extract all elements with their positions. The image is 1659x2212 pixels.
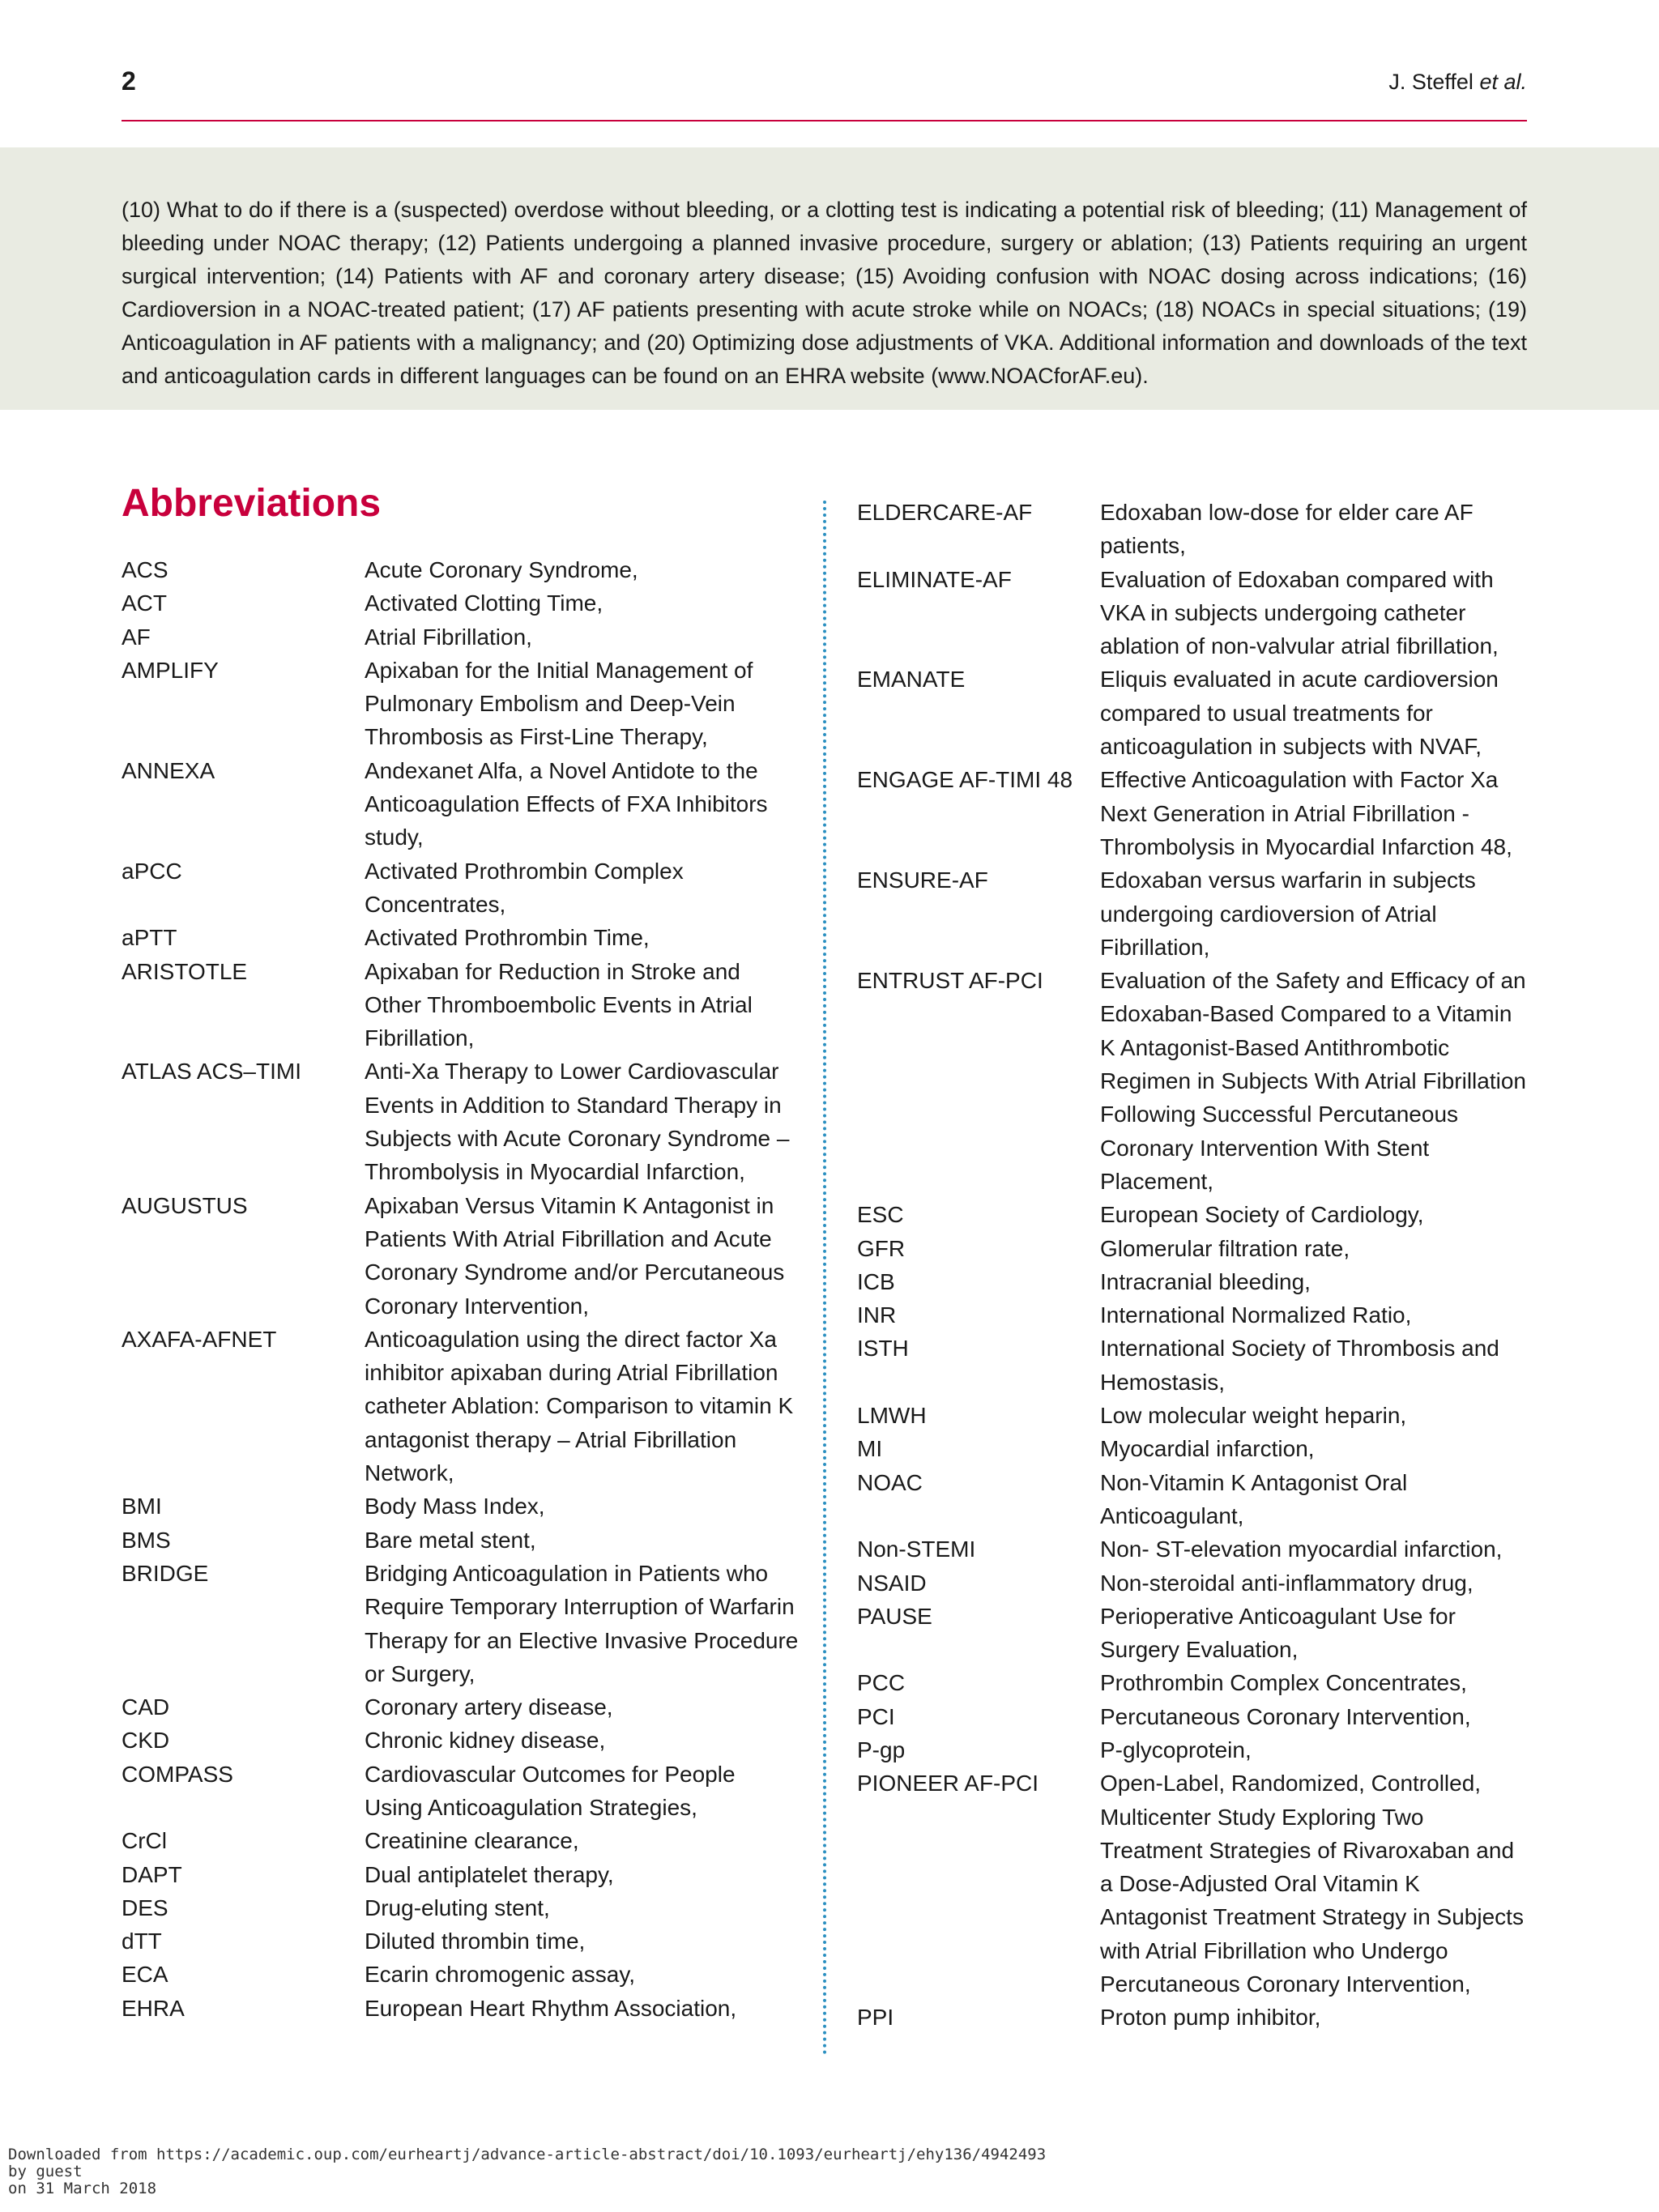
abstract-continuation-box — [0, 147, 1659, 410]
abbreviation-term: PAUSE — [857, 1603, 932, 1629]
abbreviation-entry — [122, 1524, 802, 1557]
abbreviation-definition: Apixaban for the Initial Management of Pulmonary Embolism and Deep-Vein Thrombosis as First-Line Therapy, — [365, 657, 753, 750]
abbreviation-entry — [122, 1924, 802, 1958]
abbreviation-definition: Activated Prothrombin Complex Concentrates, — [365, 858, 684, 917]
abbreviation-definition: Atrial Fibrillation, — [365, 624, 532, 650]
abbreviation-definition: Apixaban Versus Vitamin K Antagonist in Patients With Atrial Fibrillation and Acute Coronary Syndrome and/or Percutaneous Coronary Intervention, — [365, 1192, 785, 1319]
abbreviation-term: BMI — [122, 1494, 162, 1519]
abbreviation-entry — [857, 663, 1529, 763]
abbreviation-entry — [857, 1700, 1529, 1733]
abbreviation-definition: Body Mass Index, — [365, 1494, 545, 1519]
abbreviation-term: CKD — [122, 1728, 170, 1754]
abbreviation-entry — [122, 1055, 802, 1188]
abbreviation-definition: Cardiovascular Outcomes for People Using Anticoagulation Strategies, — [365, 1761, 736, 1820]
abbreviation-term: ENTRUST AF-PCI — [857, 968, 1043, 994]
abbreviation-term: BRIDGE — [122, 1560, 209, 1586]
abbreviation-entry — [857, 1298, 1529, 1332]
abbreviation-definition: International Normalized Ratio, — [1100, 1302, 1412, 1328]
abbreviation-definition: Evaluation of the Safety and Efficacy of an Edoxaban-Based Compared to a Vitamin K Antagonist-Based Antithrombotic Regimen in Subjects With Atrial Fibrillation Following Successful Percutaneous Coronary Intervention With Stent Placement, — [1100, 968, 1526, 1194]
abbreviation-entry — [122, 620, 802, 654]
abbreviation-definition: Drug-eluting stent, — [365, 1894, 550, 1920]
abbreviation-definition: Intracranial bleeding, — [1100, 1268, 1311, 1294]
abbreviation-definition: Edoxaban versus warfarin in subjects undergoing cardioversion of Atrial Fibrillation, — [1100, 867, 1476, 960]
et-al: et al. — [1479, 70, 1527, 94]
abbreviation-entry — [122, 1824, 802, 1857]
abbreviation-term: MI — [857, 1436, 883, 1462]
abbreviation-term: ECA — [122, 1962, 168, 1988]
abbreviation-entry — [122, 1189, 802, 1323]
download-watermark: Downloaded from https://academic.oup.com/eurheartj/advance-article-abstract/doi/10.1093/eurheartj/ehy136/4942493 by guest on 31 March 2018 — [8, 2146, 1047, 2197]
abbreviation-entry — [122, 754, 802, 855]
abbreviation-definition: Bare metal stent, — [365, 1527, 536, 1553]
abbreviation-definition: Effective Anticoagulation with Factor Xa Next Generation in Atrial Fibrillation - Thrombolysis in Myocardial Infarction 48, — [1100, 767, 1512, 859]
page-number: 2 — [122, 66, 136, 96]
abbreviation-entry — [857, 1600, 1529, 1667]
abbreviation-term: EMANATE — [857, 667, 966, 693]
abbreviation-definition: Edoxaban low-dose for elder care AF patients, — [1100, 500, 1473, 559]
abbreviation-term: PCC — [857, 1670, 906, 1696]
abbreviation-term: Non-STEMI — [857, 1536, 976, 1562]
abbreviation-definition: European Heart Rhythm Association, — [365, 1995, 737, 2021]
abbreviation-entry — [122, 955, 802, 1055]
abbreviation-term: ANNEXA — [122, 757, 215, 783]
abbreviation-entry — [122, 921, 802, 954]
abbreviation-entry — [122, 1891, 802, 1924]
abbreviation-term: ATLAS ACS–TIMI — [122, 1059, 301, 1085]
abbreviation-term: ISTH — [857, 1336, 909, 1362]
abbreviation-definition: P-glycoprotein, — [1100, 1737, 1252, 1762]
abbreviation-definition: Non-Vitamin K Antagonist Oral Anticoagulant, — [1100, 1469, 1408, 1528]
abbreviation-term: CAD — [122, 1694, 170, 1720]
abbreviation-entry — [122, 1490, 802, 1523]
abbreviation-entry — [857, 1666, 1529, 1699]
abbreviation-entry — [857, 1432, 1529, 1465]
abbreviation-definition: Glomerular filtration rate, — [1100, 1235, 1350, 1261]
abbreviation-term: COMPASS — [122, 1761, 233, 1787]
section-title-abbreviations: Abbreviations — [122, 482, 382, 525]
abbreviation-term: ESC — [857, 1202, 904, 1228]
abbreviation-term: ENGAGE AF-TIMI 48 — [857, 767, 1073, 793]
abbreviation-definition: Acute Coronary Syndrome, — [365, 557, 638, 582]
abbreviation-definition: Proton pump inhibitor, — [1100, 2005, 1321, 2031]
abbreviation-term: EHRA — [122, 1995, 185, 2021]
abbreviation-entry — [857, 496, 1529, 563]
abbreviation-term: PCI — [857, 1703, 895, 1729]
abbreviation-entry — [857, 1532, 1529, 1566]
abbreviation-definition: Anti-Xa Therapy to Lower Cardiovascular Events in Addition to Standard Therapy in Subjects with Acute Coronary Syndrome – Thrombolysis in Myocardial Infarction, — [365, 1059, 790, 1185]
abbreviation-term: LMWH — [857, 1403, 927, 1429]
abbreviation-entry — [122, 1758, 802, 1825]
abbreviation-entry — [857, 863, 1529, 964]
abbreviation-term: AF — [122, 624, 151, 650]
abbreviation-term: ARISTOTLE — [122, 958, 248, 984]
abbreviation-term: AMPLIFY — [122, 657, 219, 683]
abbreviation-definition: Low molecular weight heparin, — [1100, 1403, 1407, 1429]
abbreviation-entry — [122, 855, 802, 922]
abbreviation-entry — [857, 1198, 1529, 1231]
abbreviation-term: ELDERCARE-AF — [857, 500, 1033, 525]
abbreviation-term: DES — [122, 1894, 168, 1920]
abstract-continuation-text: (10) What to do if there is a (suspected) overdose without bleeding, or a clotting test is indicating a potential risk of bleeding; (11) Management of bleeding under NOAC therapy; (12) Patients undergoing a planned invasive procedure, surgery or ablation; (13) Patients requiring an urgent surgical intervention; (14) Patients with AF and coronary artery disease; (15) Avoiding confusion with NOAC dosing across indications; (16) Cardioversion in a NOAC-treated patient; (17) AF patients presenting with acute stroke while on NOACs; (18) NOACs in special situations; (19) Anticoagulation in AF patients with a malignancy; and (20) Optimizing dose adjustments of VKA. Additional information and downloads of the text and anticoagulation cards in different languages can be found on an EHRA website (www.NOACforAF.eu). — [122, 198, 1527, 388]
running-head-author — [1388, 70, 1527, 95]
abbreviation-definition: Percutaneous Coronary Intervention, — [1100, 1703, 1471, 1729]
abbreviation-definition: Eliquis evaluated in acute cardioversion compared to usual treatments for anticoagulation in subjects with NVAF, — [1100, 667, 1499, 760]
abbreviation-entry — [857, 1399, 1529, 1432]
abbreviation-definition: Evaluation of Edoxaban compared with VKA in subjects undergoing catheter ablation of non-valvular atrial fibrillation, — [1100, 566, 1499, 659]
abbreviation-entry — [857, 964, 1529, 1198]
abbreviation-term: BMS — [122, 1527, 171, 1553]
abbreviation-entry — [857, 1232, 1529, 1265]
abbreviation-entry — [122, 1690, 802, 1724]
abbreviation-entry — [857, 1466, 1529, 1533]
abbreviation-list-left — [122, 553, 802, 2025]
abbreviation-entry — [122, 553, 802, 586]
abbreviation-entry — [857, 2001, 1529, 2034]
abbreviation-term: aPTT — [122, 925, 177, 951]
abbreviation-entry — [122, 586, 802, 620]
abbreviation-definition: Activated Prothrombin Time, — [365, 925, 650, 951]
abbreviation-term: aPCC — [122, 858, 182, 884]
abbreviation-definition: International Society of Thrombosis and Hemostasis, — [1100, 1336, 1499, 1395]
abbreviation-definition: Anticoagulation using the direct factor Xa inhibitor apixaban during Atrial Fibrillation catheter Ablation: Comparison to vitamin K antagonist therapy – Atrial Fibrillation Network, — [365, 1326, 794, 1486]
abbreviation-entry — [122, 1557, 802, 1690]
abbreviation-entry — [122, 654, 802, 754]
abbreviation-term: PPI — [857, 2005, 894, 2031]
abbreviation-list-right — [857, 496, 1529, 2035]
abbreviation-term: PIONEER AF-PCI — [857, 1771, 1039, 1796]
abbreviation-definition: European Society of Cardiology, — [1100, 1202, 1424, 1228]
running-header — [122, 66, 1527, 121]
column-divider — [823, 501, 826, 2056]
abbreviation-entry — [122, 1858, 802, 1891]
abbreviation-definition: Non-steroidal anti-inflammatory drug, — [1100, 1570, 1473, 1596]
abbreviation-term: AUGUSTUS — [122, 1192, 248, 1218]
abbreviation-entry — [857, 1733, 1529, 1767]
abbreviation-entry — [122, 1323, 802, 1490]
abbreviation-definition: Open-Label, Randomized, Controlled, Multicenter Study Exploring Two Treatment Strategies of Rivaroxaban and a Dose-Adjusted Oral Vitamin K Antagonist Treatment Strategy in Subjects with Atrial Fibrillation who Undergo Percutaneous Coronary Intervention, — [1100, 1771, 1524, 1997]
abbreviation-term: NSAID — [857, 1570, 927, 1596]
abbreviation-term: P-gp — [857, 1737, 906, 1762]
abbreviation-term: ACT — [122, 590, 167, 616]
abbreviation-definition: Coronary artery disease, — [365, 1694, 613, 1720]
abbreviation-definition: Non- ST-elevation myocardial infarction, — [1100, 1536, 1503, 1562]
abbreviation-definition: Dual antiplatelet therapy, — [365, 1861, 614, 1887]
abbreviation-term: INR — [857, 1302, 897, 1328]
author-name: J. Steffel — [1388, 70, 1473, 94]
abbreviation-entry — [857, 1767, 1529, 2001]
abbreviation-term: GFR — [857, 1235, 906, 1261]
abbreviation-term: ICB — [857, 1268, 895, 1294]
abbreviation-term: NOAC — [857, 1469, 923, 1495]
abbreviation-term: CrCl — [122, 1828, 167, 1854]
abbreviation-definition: Diluted thrombin time, — [365, 1929, 586, 1954]
abbreviation-entry — [122, 1992, 802, 2025]
abbreviation-definition: Apixaban for Reduction in Stroke and Other Thromboembolic Events in Atrial Fibrillation, — [365, 958, 753, 1051]
abbreviation-entry — [857, 1265, 1529, 1298]
abbreviation-definition: Ecarin chromogenic assay, — [365, 1962, 636, 1988]
abbreviation-entry — [857, 1332, 1529, 1399]
abbreviation-definition: Myocardial infarction, — [1100, 1436, 1315, 1462]
abbreviation-term: ELIMINATE-AF — [857, 566, 1012, 592]
abbreviation-entry — [122, 1958, 802, 1991]
abbreviation-entry — [857, 763, 1529, 863]
abbreviation-definition: Activated Clotting Time, — [365, 590, 603, 616]
abbreviation-entry — [857, 1566, 1529, 1600]
abbreviation-term: DAPT — [122, 1861, 182, 1887]
abbreviation-definition: Creatinine clearance, — [365, 1828, 579, 1854]
abbreviation-term: dTT — [122, 1929, 162, 1954]
abbreviation-definition: Bridging Anticoagulation in Patients who Require Temporary Interruption of Warfarin Therapy for an Elective Invasive Procedure or Surgery, — [365, 1560, 799, 1686]
abbreviation-term: AXAFA-AFNET — [122, 1326, 277, 1352]
abbreviation-definition: Perioperative Anticoagulant Use for Surgery Evaluation, — [1100, 1603, 1456, 1663]
abbreviation-definition: Andexanet Alfa, a Novel Antidote to the Anticoagulation Effects of FXA Inhibitors study, — [365, 757, 768, 850]
abbreviation-entry — [857, 563, 1529, 663]
abbreviation-definition: Prothrombin Complex Concentrates, — [1100, 1670, 1467, 1696]
abbreviation-entry — [122, 1724, 802, 1757]
abbreviation-term: ENSURE-AF — [857, 867, 988, 893]
abbreviation-term: ACS — [122, 557, 168, 582]
abbreviation-definition: Chronic kidney disease, — [365, 1728, 606, 1754]
